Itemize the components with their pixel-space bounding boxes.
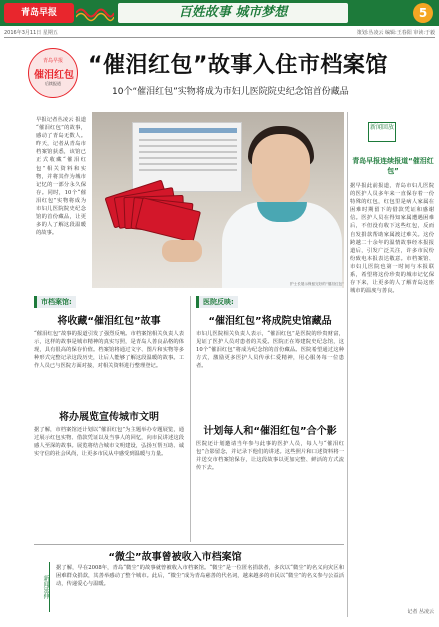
bottom-body: 据了解，早在2008年，青岛“微尘”的故事就曾被收入市档案馆。“微尘”是一位匿名捐款者，多次以“微尘”的名义向灾区和困难群众捐款，其善举感动了整个城市。此后，“微尘”成为青岛慈善的代名词，越来越多的市民以“微尘”的名义参与公益活动，传递爱心与温暖。 [56, 565, 344, 588]
logo-line2: 催泪红包 [34, 70, 74, 81]
page-number: 5 [413, 3, 433, 23]
sidebar-title: 青岛早报连续报道“催泪红包” [352, 157, 434, 175]
subheadline: 10个“催泪红包”实物将成为市妇儿医院院史纪念馆首份藏品 [112, 87, 349, 97]
archives-title: 将收藏“催泪红包”故事 [57, 316, 161, 327]
issue-date: 2016年3月11日 星期五 [4, 30, 58, 36]
exhibit-title: 将办展览宣传城市文明 [59, 412, 159, 423]
logo-line1: 青岛早报 [42, 58, 63, 64]
archives-body: “催泪红包”故事的报道引发了强烈反响。市档案馆相关负责人表示，这样的故事是城市精神的真实写照，是青岛人善良品格的体现，具有很高的保存价值。档案馆将通过文字、图片和实物等多种形式完整记录这段历史，让后人能够了解这段温暖的故事。工作人员已与医院方面对接，对相关资料进行整理登记。 [34, 331, 184, 370]
bottom-rule [34, 544, 344, 545]
photo-hand [162, 240, 202, 262]
lead-paragraph: 早报记者丛凌云 报道 “催泪红包”的故事，感动了青岛无数人。昨天，记者从青岛市档案馆获悉，该馆已正式收藏“催泪红包”相关资料和实物，并将其作为城市记忆的一部分永久保存。同时，10个“催泪红包”实物将成为市妇儿医院院史纪念馆的首份藏品，让更多的人了解这段温暖的故事。 [36, 117, 86, 237]
exhibit-body: 据了解，市档案馆还计划以“催泪红包”为主题举办专题展览，通过展示红包实物、借款凭证以及当事人的回忆，向市民讲述这段感人至深的故事。展览将结合城市文明建设，弘扬互帮互助、诚实守信的社会风尚，让更多市民从中感受到温暖与力量。 [34, 427, 184, 458]
main-photo [92, 112, 344, 288]
photo-notice-board [132, 122, 242, 192]
plan-body: 医院还计划邀请当年参与此事的医护人员，每人与“催泪红包”合影留念，并记录下他们的讲述。这些照片和口述资料将一并送交市档案馆保存，让这段故事以更加完整、鲜活的方式流传下去。 [196, 441, 344, 472]
editor-credits: 策划:丛凌云 编辑:王春阳 审读:于毅 [356, 30, 435, 36]
bottom-title: “微尘”故事曾被收入市档案馆 [108, 552, 242, 563]
news-extension-label: 新闻延伸 [34, 562, 50, 612]
headline: “催泪红包”故事入住市档案馆 [88, 53, 388, 78]
photo-caption: 护士长展示保留完好的“催泪红包” [289, 282, 344, 286]
wave-decoration-icon [76, 4, 114, 22]
plan-title: 计划每人和“催泪红包”合个影 [203, 426, 337, 437]
archives-tab: 市档案馆: [34, 296, 76, 308]
logo-line3: 后续报道 [45, 81, 61, 86]
sidebar-byline: 记者 丛凌云 [407, 609, 434, 615]
hospital-tab: 医院反映: [196, 296, 238, 308]
meta-row [4, 28, 435, 38]
brand-logo: 青岛早报 [4, 3, 74, 23]
sidebar-divider [347, 112, 348, 617]
hospital-title: “催泪红包”将成院史馆藏品 [208, 316, 332, 327]
sidebar-body: 据早报此前报道，青岛市妇儿医院的医护人员多年来一直保存着一份特殊的红包，红包里是病人家属在困难时期留下的借款凭证和感谢信。医护人员在得知家属遭遇困难后，不但没有收下这些红包，反而自发捐款帮助家属渡过难关。这份跨越二十余年的温情故事经本报报道后，引发广泛关注，许多市民纷纷致电本报表达敬意。市档案馆、市妇儿医院也第一时间与本报联系，希望将这份珍贵的城市记忆保存下来，让更多的人了解青岛这座城市的温度与善良。 [350, 183, 434, 295]
news-replay-tag: 新闻回放 [368, 122, 396, 142]
masthead [0, 0, 439, 26]
series-logo [28, 48, 78, 98]
hospital-body: 市妇儿医院相关负责人表示，“催泪红包”是医院的珍贵财富，见证了医护人员对患者的关爱。医院正在筹建院史纪念馆，这10个“催泪红包”将成为纪念馆的首份藏品。医院希望通过这种方式，激励更多医护人员传承仁爱精神，用心服务每一位患者。 [196, 331, 344, 370]
photo-face [252, 134, 310, 206]
banner-title: 百姓故事 城市梦想 [118, 3, 348, 23]
column-divider [190, 296, 191, 542]
